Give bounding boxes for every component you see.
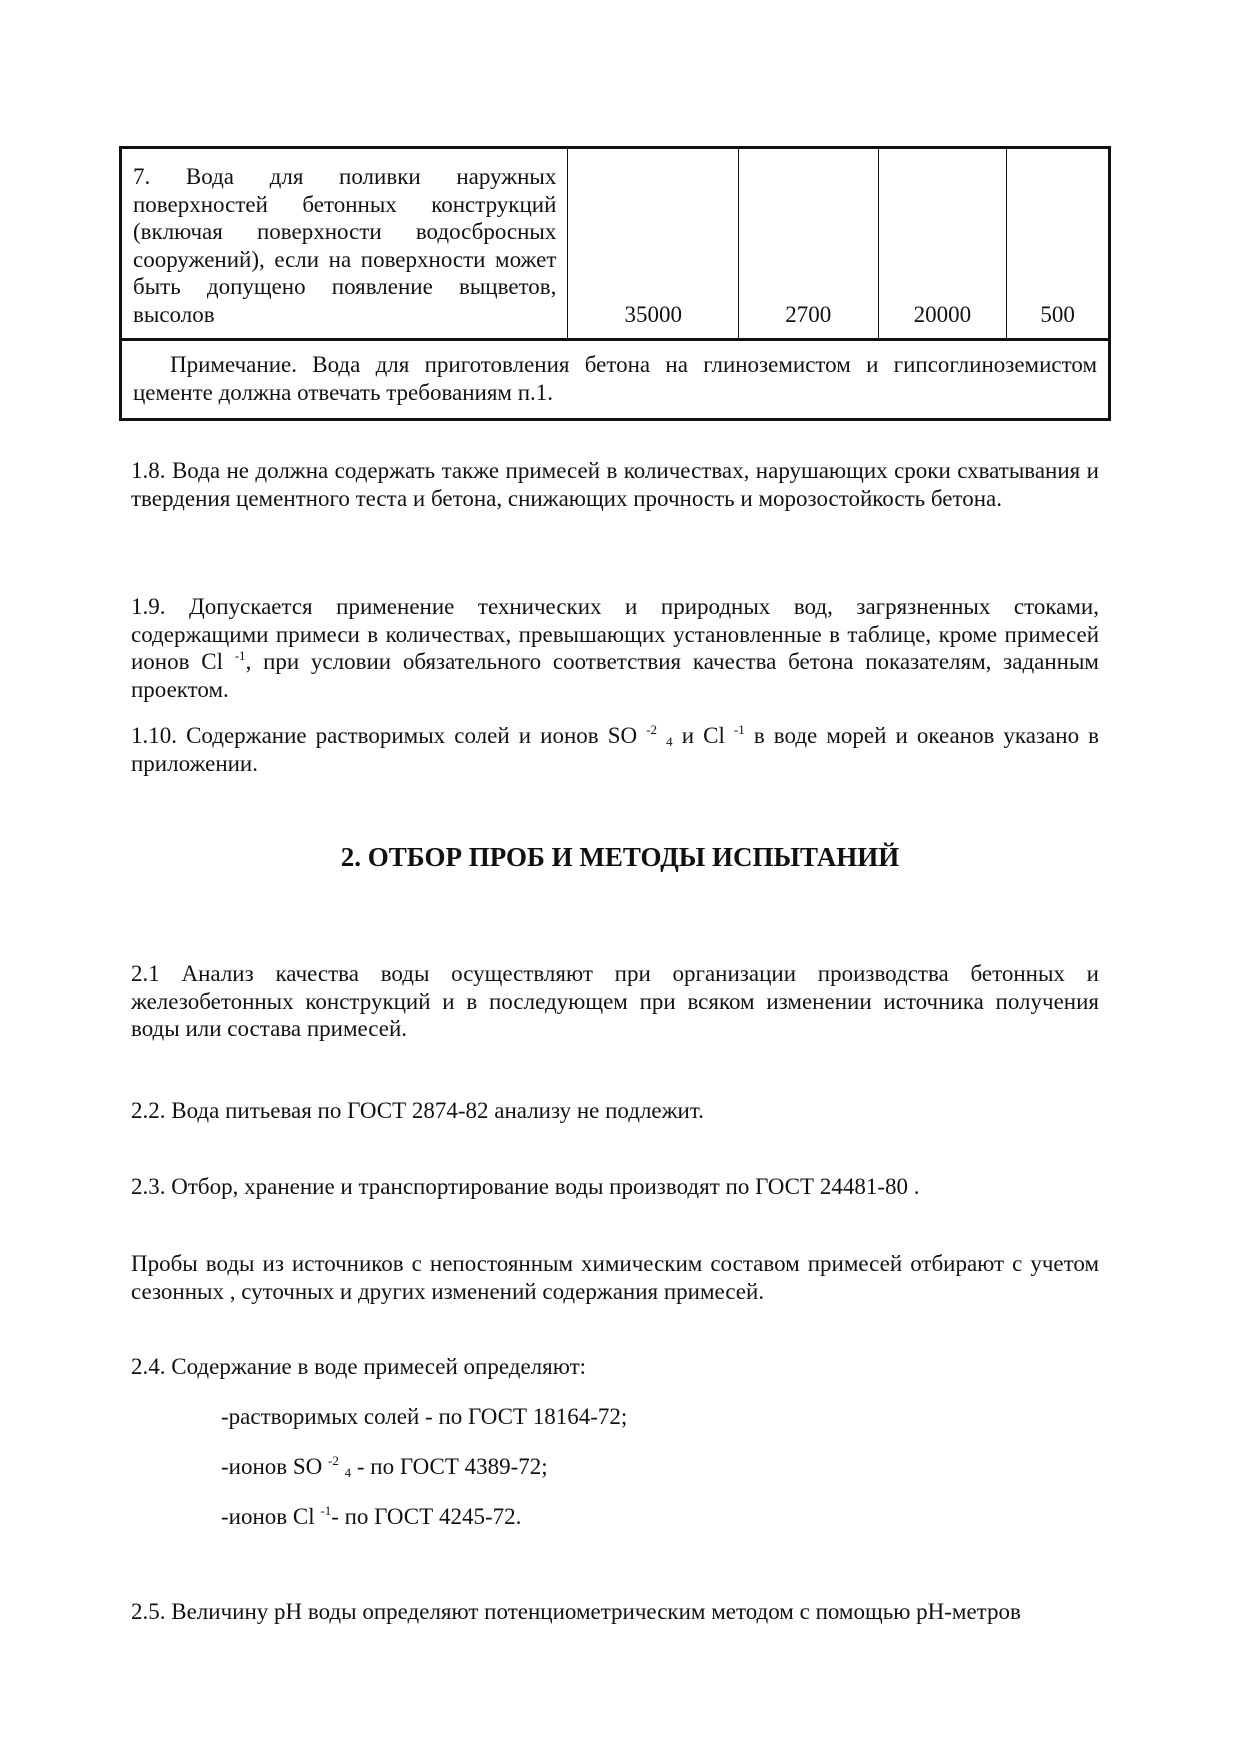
paragraph-samples: Пробы воды из источников с непостоянным химическим составом примесей отбирают с учетом сезонных , суточных и других изменений содержания примесей. — [131, 1251, 1099, 1304]
chloride-text-b: - по ГОСТ 4245-72. — [331, 1504, 522, 1529]
row-7-value-3: 20000 — [878, 148, 1007, 340]
p1-10-text-b: и Cl — [672, 723, 734, 748]
row-7-description: 7. Вода для поливки наружных поверхностей бетонных конструкций (включая поверхности водосбросных сооружений), если на поверхности может быть допущено появление выцветов, высолов — [121, 148, 568, 340]
p1-10-text-c: в воде морей и океанов указано в приложении. — [131, 723, 1100, 776]
chloride-text-a: -ионов Cl — [221, 1504, 321, 1529]
list-item-salts: -растворимых солей - по ГОСТ 18164-72; — [221, 1404, 628, 1429]
row-7-value-2: 2700 — [739, 148, 879, 340]
paragraph-1-8: 1.8. Вода не должна содержать также примесей в количествах, нарушающих сроки схватывания и твердения цементного теста и бетона, снижающих прочность и морозостойкость бетона. — [131, 458, 1099, 511]
paragraph-2-4: 2.4. Содержание в воде примесей определяют: — [131, 1354, 587, 1379]
paragraph-2-5: 2.5. Величину pH воды определяют потенциометрическим методом с помощью pH-метров — [131, 1599, 1021, 1624]
impurity-limits-table — [119, 146, 1111, 421]
sulfate-superscript: -2 — [328, 1453, 339, 1468]
sulfate-text-b: - по ГОСТ 4389-72; — [351, 1454, 548, 1479]
sulfate-text-a: -ионов SO — [221, 1454, 329, 1479]
sulfate-subscript: 4 — [344, 1465, 352, 1480]
p1-9-text-b: , при условии обязательного соответствия качества бетона показателям, заданным проектом. — [131, 649, 1099, 702]
sulfate-subscript: 4 — [666, 734, 673, 749]
paragraph-2-3: 2.3. Отбор, хранение и транспортирование воды производят по ГОСТ 24481-80 . — [131, 1174, 920, 1199]
table-note-cell — [121, 340, 1110, 420]
list-item-chloride — [221, 1503, 521, 1531]
table-note: Примечание. Вода для приготовления бетона на глиноземистом и гипсоглиноземистом цементе должна отвечать требованиям п.1. — [133, 352, 1097, 405]
paragraph-2-1: 2.1 Анализ качества воды осуществляют при организации производства бетонных и железобетонных конструкций и в последующем при всяком изменении источника получения воды или состава примесей. — [131, 961, 1099, 1041]
chloride-superscript: -1 — [234, 648, 246, 663]
section-2-heading: 2. ОТБОР ПРОБ И МЕТОДЫ ИСПЫТАНИЙ — [340, 842, 900, 872]
chloride-superscript: -1 — [733, 722, 745, 737]
chloride-superscript: -1 — [320, 1503, 332, 1518]
list-item-sulfate — [221, 1453, 548, 1481]
paragraph-2-2: 2.2. Вода питьевая по ГОСТ 2874-82 анализу не подлежит. — [131, 1098, 704, 1123]
table-note-row — [121, 340, 1110, 420]
paragraph-1-10 — [131, 722, 1099, 777]
row-7-value-1: 35000 — [568, 148, 739, 340]
p1-9-text-a: 1.9. Допускается применение технических и природных вод, загрязненных стоками, содержащими примеси в количествах, превышающих установленные в таблице, кроме примесей ионов Cl — [131, 594, 1099, 674]
paragraph-1-9 — [131, 593, 1099, 703]
sulfate-superscript: -2 — [646, 722, 658, 737]
row-7-value-4: 500 — [1007, 148, 1110, 340]
table-row — [121, 148, 1110, 340]
p1-10-text-a: 1.10. Содержание растворимых солей и ионов SO — [131, 723, 647, 748]
